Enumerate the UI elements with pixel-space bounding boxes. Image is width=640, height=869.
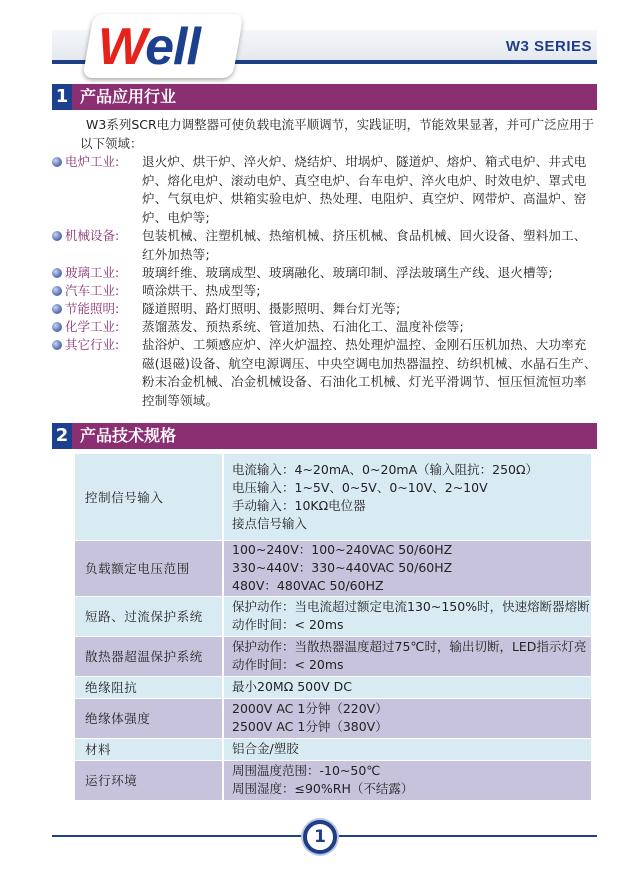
spec-name: 控制信号输入 bbox=[75, 454, 223, 540]
industry-category: 玻璃工业: bbox=[52, 264, 119, 283]
industry-category: 节能照明: bbox=[52, 300, 119, 319]
section-1-number: 1 bbox=[52, 84, 72, 110]
spec-name: 短路、过流保护系统 bbox=[75, 596, 223, 636]
section-2-title: 产品技术规格 bbox=[80, 426, 177, 445]
industry-description: 盐浴炉、工频感应炉、淬火炉温控、热处理炉温控、金刚石压机加热、大功率充磁(退磁)设备、航空电源调压、中央空调电加热器温控、纺织机械、水晶石生产、粉末冶金机械、冶金机械设备、石油化工机械、灯光平滑调节、恒压恒流恒功率控制等领域。 bbox=[142, 337, 597, 408]
industry-description: 喷涂烘干、热成型等; bbox=[142, 283, 261, 298]
section-2-number: 2 bbox=[52, 423, 72, 449]
industry-category: 机械设备: bbox=[52, 227, 119, 246]
spec-value: 100~240V：100~240VAC 50/60HZ 330~440V：330~440VAC 50/60HZ 480V：480VAC 50/60HZ bbox=[223, 540, 591, 596]
bullet-icon bbox=[52, 268, 62, 278]
spec-value: 铝合金/塑胶 bbox=[223, 738, 591, 760]
industry-category: 其它行业: bbox=[52, 336, 119, 355]
spec-name: 负载额定电压范围 bbox=[75, 540, 223, 596]
spec-value: 电流输入：4~20mA、0~20mA（输入阻抗：250Ω） 电压输入：1~5V、0~5V、0~10V、2~10V 手动输入：10KΩ电位器 接点信号输入 bbox=[223, 454, 591, 540]
table-row bbox=[75, 540, 591, 596]
table-row bbox=[75, 676, 591, 698]
bullet-icon bbox=[52, 231, 62, 241]
bullet-icon bbox=[52, 304, 62, 314]
spec-name: 散热器超温保护系统 bbox=[75, 636, 223, 676]
spec-name: 绝缘阻抗 bbox=[75, 676, 223, 698]
logo-letter-w: W bbox=[98, 18, 146, 76]
industry-category: 化学工业: bbox=[52, 318, 119, 337]
table-row bbox=[75, 698, 591, 738]
bullet-icon bbox=[52, 340, 62, 350]
section-1-title: 产品应用行业 bbox=[80, 87, 177, 106]
industry-category: 电炉工业: bbox=[52, 153, 119, 172]
logo-letters: ell bbox=[145, 18, 200, 76]
well-logo bbox=[98, 20, 200, 74]
industry-description: 蒸馏蒸发、预热系统、管道加热、石油化工、温度补偿等; bbox=[142, 319, 464, 334]
spec-value: 保护动作：当电流超过额定电流130~150%时，快速熔断器熔断 动作时间：< 20ms bbox=[223, 596, 591, 636]
industry-description: 玻璃纤维、玻璃成型、玻璃融化、玻璃印制、浮法玻璃生产线、退火槽等; bbox=[142, 265, 553, 280]
spec-value: 保护动作：当散热器温度超过75℃时，输出切断，LED指示灯亮 动作时间：< 20ms bbox=[223, 636, 591, 676]
section-1-header bbox=[52, 84, 597, 110]
table-row bbox=[75, 636, 591, 676]
series-label: W3 SERIES bbox=[505, 38, 592, 55]
table-row bbox=[75, 738, 591, 760]
page-header bbox=[0, 0, 640, 78]
spec-name: 绝缘体强度 bbox=[75, 698, 223, 738]
spec-value: 2000V AC 1分钟（220V） 2500V AC 1分钟（380V） bbox=[223, 698, 591, 738]
section-2-header bbox=[52, 423, 597, 449]
spec-name: 材料 bbox=[75, 738, 223, 760]
intro-paragraph: W3系列SCR电力调整器可使负载电流平顺调节，实践证明，节能效果显著，并可广泛应用于以下领域： bbox=[80, 117, 595, 151]
industry-category: 汽车工业: bbox=[52, 282, 119, 301]
table-row bbox=[75, 760, 591, 800]
bullet-icon bbox=[52, 286, 62, 296]
industry-description: 退火炉、烘干炉、淬火炉、烧结炉、坩埚炉、隧道炉、熔炉、箱式电炉、井式电炉、熔化电炉、滚动电炉、真空电炉、台车电炉、淬火电炉、时效电炉、罩式电炉、气氛电炉、烘箱实验电炉、热处理、电阻炉、真空炉、网带炉、高温炉、窑炉、电炉等; bbox=[142, 154, 587, 225]
page-number: 1 bbox=[303, 820, 337, 854]
table-row bbox=[75, 454, 591, 540]
bullet-icon bbox=[52, 157, 62, 167]
spec-name: 运行环境 bbox=[75, 760, 223, 800]
spec-value: 最小20MΩ 500V DC bbox=[223, 676, 591, 698]
spec-value: 周围温度范围：-10~50℃ 周围湿度：≤90%RH（不结露） bbox=[223, 760, 591, 800]
spec-table bbox=[75, 454, 591, 801]
industry-description: 包装机械、注塑机械、热缩机械、挤压机械、食品机械、回火设备、塑料加工、红外加热等; bbox=[142, 228, 587, 262]
table-row bbox=[75, 596, 591, 636]
industry-description: 隧道照明、路灯照明、摄影照明、舞台灯光等; bbox=[142, 301, 401, 316]
bullet-icon bbox=[52, 322, 62, 332]
